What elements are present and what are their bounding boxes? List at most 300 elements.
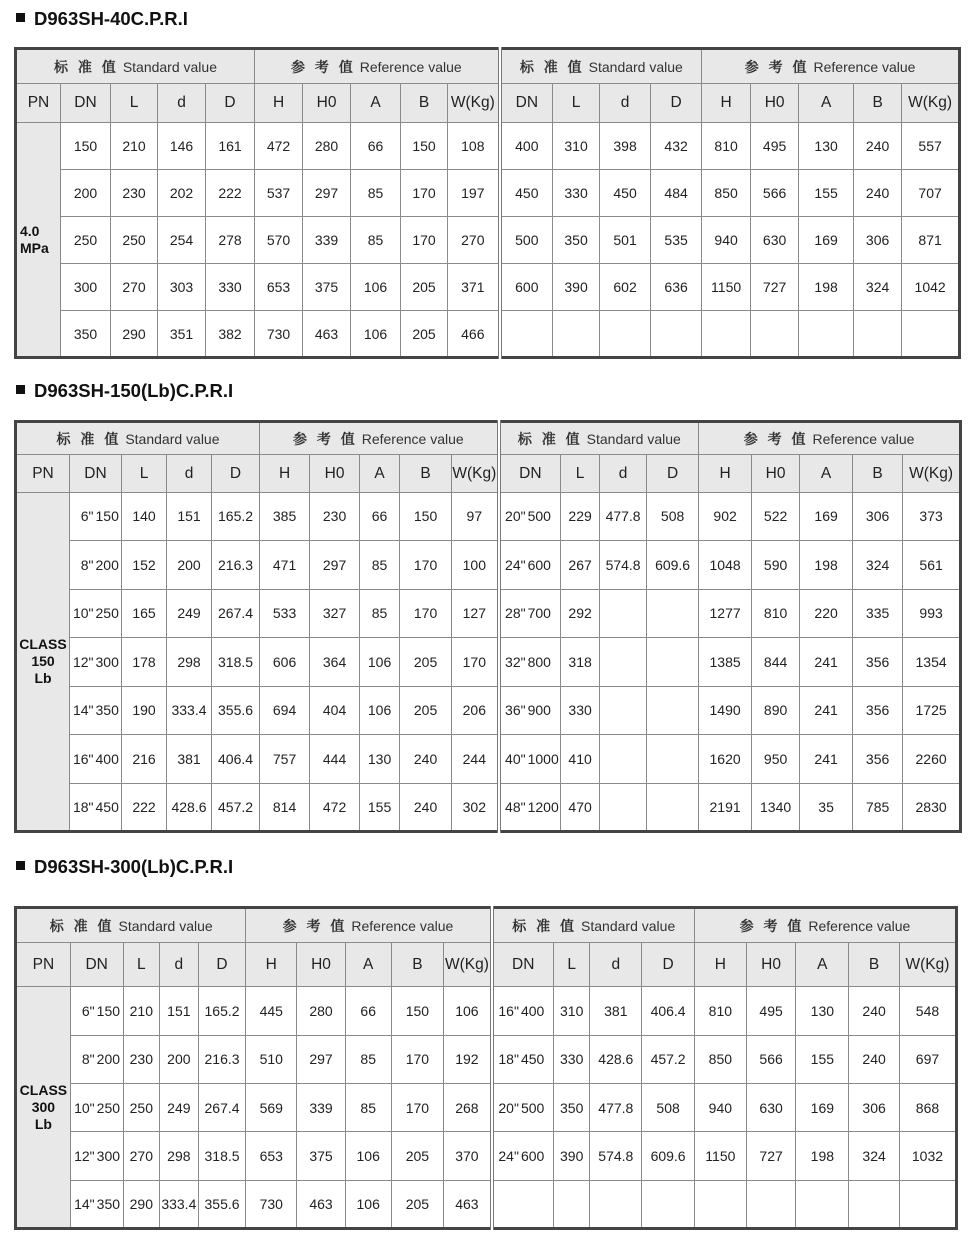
table-cell: 190 <box>122 686 167 734</box>
table-cell: 300 <box>96 1132 123 1180</box>
table-cell: 24" <box>499 541 527 589</box>
table-cell: 298 <box>160 1132 199 1180</box>
table-cell: 249 <box>160 1084 199 1132</box>
table-cell: 900 <box>527 686 561 734</box>
col-weight: W(Kg) <box>899 943 956 987</box>
col-h: H <box>255 84 303 123</box>
table-cell: 230 <box>123 1035 160 1083</box>
table-cell <box>899 1180 956 1228</box>
col-d-small: d <box>160 943 199 987</box>
table-cell: 310 <box>553 123 600 170</box>
table-cell: 355.6 <box>198 1180 246 1228</box>
table-cell: 364 <box>310 638 360 686</box>
table-cell: 165 <box>122 589 167 637</box>
table-cell: 6" <box>70 987 95 1035</box>
table-cell: 324 <box>849 1132 900 1180</box>
table-cell: 993 <box>903 589 961 637</box>
table-cell: 450 <box>600 170 651 217</box>
table-cell: 602 <box>600 264 651 311</box>
spec-table-40c <box>14 47 961 359</box>
table-cell: 202 <box>158 170 206 217</box>
table-cell: 950 <box>752 735 800 783</box>
table-cell: 810 <box>702 123 751 170</box>
table-cell: 85 <box>351 170 401 217</box>
table-cell: 1354 <box>903 638 961 686</box>
table-cell: 206 <box>452 686 499 734</box>
table-cell: 450 <box>520 1035 553 1083</box>
table-cell: 66 <box>360 492 400 540</box>
table-cell: 66 <box>351 123 401 170</box>
table-cell: 270 <box>111 264 158 311</box>
table-row <box>16 1035 957 1083</box>
table-cell: 472 <box>255 123 303 170</box>
table-row <box>16 264 960 311</box>
table-cell: 463 <box>303 311 351 358</box>
table-cell: 561 <box>903 541 961 589</box>
col-h0: H0 <box>746 943 796 987</box>
pn-value-line: MPa <box>20 239 49 256</box>
table-cell: 8" <box>70 1035 95 1083</box>
table-cell: 222 <box>206 170 255 217</box>
table-row <box>16 311 960 358</box>
table-cell: 850 <box>694 1035 746 1083</box>
section-title-3 <box>16 856 233 878</box>
table-cell: 350 <box>61 311 111 358</box>
table-cell <box>600 735 647 783</box>
table-cell: 241 <box>800 638 853 686</box>
table-cell: 130 <box>360 735 400 783</box>
pn-value-cell <box>16 123 61 358</box>
table-cell: 600 <box>520 1132 553 1180</box>
standard-value-header: 标 准 值 Standard value <box>16 49 255 84</box>
col-l: L <box>122 455 167 492</box>
table-cell: 192 <box>444 1035 492 1083</box>
table-cell: 844 <box>752 638 800 686</box>
table-cell: 700 <box>527 589 561 637</box>
col-weight: W(Kg) <box>902 84 960 123</box>
table-cell: 727 <box>746 1132 796 1180</box>
pn-value-line: 150 <box>31 652 55 669</box>
table-cell: 250 <box>111 217 158 264</box>
table-cell: 20" <box>492 1084 520 1132</box>
table-cell: 381 <box>590 987 642 1035</box>
table-cell: 108 <box>448 123 500 170</box>
table-cell: 28" <box>499 589 527 637</box>
table-cell: 630 <box>751 217 799 264</box>
table-cell: 130 <box>799 123 854 170</box>
table-cell: 205 <box>391 1132 444 1180</box>
table-cell: 330 <box>553 170 600 217</box>
table-cell: 200 <box>167 541 212 589</box>
table-cell: 694 <box>260 686 310 734</box>
table-cell: 16" <box>70 735 95 783</box>
table-cell: 810 <box>752 589 800 637</box>
col-d-large: D <box>642 943 695 987</box>
table-cell: 495 <box>751 123 799 170</box>
table-cell: 169 <box>800 492 853 540</box>
table-cell: 205 <box>401 264 448 311</box>
col-weight: W(Kg) <box>452 455 499 492</box>
col-b: B <box>391 943 444 987</box>
table-cell: 249 <box>167 589 212 637</box>
table-cell: 548 <box>899 987 956 1035</box>
table-cell: 40" <box>499 735 527 783</box>
table-cell: 267.4 <box>198 1084 246 1132</box>
table-cell: 333.4 <box>160 1180 199 1228</box>
standard-value-header: 标 准 值 Standard value <box>492 908 695 943</box>
table-cell: 495 <box>746 987 796 1035</box>
table-cell: 871 <box>902 217 960 264</box>
table-cell: 318.5 <box>212 638 260 686</box>
table-cell: 306 <box>849 1084 900 1132</box>
table-cell: 170 <box>391 1084 444 1132</box>
table-cell <box>600 783 647 832</box>
table-cell: 1340 <box>752 783 800 832</box>
table-cell: 1042 <box>902 264 960 311</box>
table-cell: 406.4 <box>212 735 260 783</box>
table-cell: 457.2 <box>642 1035 695 1083</box>
table-cell: 14" <box>70 686 95 734</box>
table-cell <box>647 783 699 832</box>
table-cell: 1032 <box>899 1132 956 1180</box>
col-weight: W(Kg) <box>903 455 961 492</box>
table-cell: 254 <box>158 217 206 264</box>
table-cell: 757 <box>260 735 310 783</box>
col-a: A <box>360 455 400 492</box>
col-d-large: D <box>198 943 246 987</box>
table-cell: 85 <box>345 1035 391 1083</box>
table-cell: 178 <box>122 638 167 686</box>
table-cell: 445 <box>246 987 297 1035</box>
table-cell: 210 <box>111 123 158 170</box>
table-cell: 200 <box>96 1035 123 1083</box>
standard-value-header: 标 准 值 Standard value <box>499 422 699 455</box>
table-cell: 1620 <box>699 735 752 783</box>
pn-value-line: 4.0 <box>20 222 40 239</box>
table-cell: 370 <box>444 1132 492 1180</box>
col-l: L <box>561 455 600 492</box>
table-cell: 14" <box>70 1180 95 1228</box>
table-row <box>16 735 961 783</box>
table-cell <box>902 311 960 358</box>
table-cell: 151 <box>167 492 212 540</box>
table-cell: 400 <box>500 123 553 170</box>
table-cell: 814 <box>260 783 310 832</box>
table-cell: 241 <box>800 686 853 734</box>
table-cell: 330 <box>206 264 255 311</box>
table-row <box>16 492 961 540</box>
col-d-small: d <box>600 84 651 123</box>
table-cell: 390 <box>553 264 600 311</box>
table-cell: 566 <box>746 1035 796 1083</box>
table-cell: 170 <box>400 589 452 637</box>
table-cell: 297 <box>297 1035 346 1083</box>
table-cell: 205 <box>400 686 452 734</box>
table-cell: 375 <box>303 264 351 311</box>
table-cell: 375 <box>297 1132 346 1180</box>
table-cell: 510 <box>246 1035 297 1083</box>
table-cell: 280 <box>297 987 346 1035</box>
table-cell: 216.3 <box>212 541 260 589</box>
table-cell: 574.8 <box>600 541 647 589</box>
table-cell <box>500 311 553 358</box>
table-cell: 444 <box>310 735 360 783</box>
table-cell <box>694 1180 746 1228</box>
standard-value-header: 标 准 值 Standard value <box>16 908 246 943</box>
table-cell: 220 <box>800 589 853 637</box>
table-cell: 463 <box>297 1180 346 1228</box>
table-cell: 298 <box>167 638 212 686</box>
table-cell: 292 <box>561 589 600 637</box>
table-cell: 85 <box>351 217 401 264</box>
table-cell: 146 <box>158 123 206 170</box>
table-cell: 240 <box>400 735 452 783</box>
table-cell <box>746 1180 796 1228</box>
table-cell: 290 <box>123 1180 160 1228</box>
table-cell: 165.2 <box>198 987 246 1035</box>
table-cell: 152 <box>122 541 167 589</box>
table-cell: 300 <box>95 638 122 686</box>
table-cell: 600 <box>500 264 553 311</box>
table-cell: 18" <box>492 1035 520 1083</box>
pn-value-line: 300 <box>31 1098 56 1115</box>
col-a: A <box>799 84 854 123</box>
table-cell: 267.4 <box>212 589 260 637</box>
table-cell: 150 <box>400 492 452 540</box>
table-row <box>16 1132 957 1180</box>
pn-value-line: Lb <box>34 1115 52 1132</box>
table-cell: 537 <box>255 170 303 217</box>
table-row <box>16 686 961 734</box>
col-h: H <box>694 943 746 987</box>
table-cell: 170 <box>391 1035 444 1083</box>
table-row <box>16 217 960 264</box>
col-weight: W(Kg) <box>444 943 492 987</box>
table-cell: 170 <box>452 638 499 686</box>
table-cell: 400 <box>95 735 122 783</box>
table-cell: 290 <box>111 311 158 358</box>
table-cell: 198 <box>799 264 854 311</box>
table-row <box>16 1180 957 1228</box>
standard-value-header: 标 准 值 Standard value <box>500 49 702 84</box>
square-bullet-icon <box>16 385 25 394</box>
table-cell: 216 <box>122 735 167 783</box>
table-cell: 24" <box>492 1132 520 1180</box>
table-cell: 333.4 <box>167 686 212 734</box>
table-cell: 508 <box>642 1084 695 1132</box>
table-cell: 85 <box>360 541 400 589</box>
col-a: A <box>345 943 391 987</box>
col-pn: PN <box>16 455 70 492</box>
col-dn: DN <box>500 84 553 123</box>
table-cell: 35 <box>800 783 853 832</box>
col-l: L <box>111 84 158 123</box>
col-pn: PN <box>16 84 61 123</box>
table-cell: 355.6 <box>212 686 260 734</box>
col-h: H <box>260 455 310 492</box>
table-cell: 1048 <box>699 541 752 589</box>
col-b: B <box>854 84 902 123</box>
standard-value-header: 标 准 值 Standard value <box>16 422 260 455</box>
table-cell: 303 <box>158 264 206 311</box>
table-cell: 267 <box>561 541 600 589</box>
table-cell: 477.8 <box>590 1084 642 1132</box>
table-cell: 297 <box>310 541 360 589</box>
table-cell <box>849 1180 900 1228</box>
table-cell: 785 <box>853 783 903 832</box>
table-cell: 522 <box>752 492 800 540</box>
table-cell: 106 <box>351 311 401 358</box>
table-cell: 150 <box>401 123 448 170</box>
col-dn: DN <box>70 455 122 492</box>
table-cell: 1385 <box>699 638 752 686</box>
table-cell: 12" <box>70 638 95 686</box>
col-d-small: d <box>158 84 206 123</box>
table-cell: 106 <box>345 1132 391 1180</box>
table-cell: 450 <box>95 783 122 832</box>
table-cell: 697 <box>899 1035 956 1083</box>
table-cell: 356 <box>853 686 903 734</box>
table-cell: 327 <box>310 589 360 637</box>
table-cell: 428.6 <box>167 783 212 832</box>
table-cell: 150 <box>96 987 123 1035</box>
table-cell: 250 <box>61 217 111 264</box>
table-cell: 161 <box>206 123 255 170</box>
col-d-large: D <box>647 455 699 492</box>
table-row <box>16 589 961 637</box>
table-cell: 106 <box>444 987 492 1035</box>
table-cell <box>600 638 647 686</box>
col-a: A <box>351 84 401 123</box>
table-cell <box>642 1180 695 1228</box>
col-dn: DN <box>70 943 123 987</box>
table-cell: 205 <box>401 311 448 358</box>
table-cell: 36" <box>499 686 527 734</box>
table-cell: 350 <box>553 1084 590 1132</box>
table-cell <box>702 311 751 358</box>
table-cell: 270 <box>123 1132 160 1180</box>
table-cell: 6" <box>70 492 95 540</box>
table-cell: 155 <box>799 170 854 217</box>
table-cell: 222 <box>122 783 167 832</box>
table-cell: 373 <box>903 492 961 540</box>
table-cell: 240 <box>849 1035 900 1083</box>
table-cell: 470 <box>561 783 600 832</box>
table-cell: 197 <box>448 170 500 217</box>
table-cell: 48" <box>499 783 527 832</box>
table-cell: 432 <box>651 123 702 170</box>
col-d-large: D <box>206 84 255 123</box>
table-cell: 810 <box>694 987 746 1035</box>
table-cell: 339 <box>297 1084 346 1132</box>
table-cell: 2260 <box>903 735 961 783</box>
table-cell: 198 <box>796 1132 849 1180</box>
table-cell: 165.2 <box>212 492 260 540</box>
table-cell: 169 <box>799 217 854 264</box>
table-cell: 229 <box>561 492 600 540</box>
table-cell: 330 <box>561 686 600 734</box>
col-weight: W(Kg) <box>448 84 500 123</box>
table-cell: 800 <box>527 638 561 686</box>
reference-value-header: 参 考 值 Reference value <box>246 908 492 943</box>
table-cell: 557 <box>902 123 960 170</box>
table-cell: 457.2 <box>212 783 260 832</box>
table-cell: 200 <box>160 1035 199 1083</box>
table-row <box>16 123 960 170</box>
table-cell: 205 <box>400 638 452 686</box>
table-cell: 268 <box>444 1084 492 1132</box>
col-b: B <box>400 455 452 492</box>
table-cell: 868 <box>899 1084 956 1132</box>
table-cell: 324 <box>854 264 902 311</box>
col-h: H <box>246 943 297 987</box>
table-cell: 240 <box>854 170 902 217</box>
table-cell: 140 <box>122 492 167 540</box>
col-d-small: d <box>590 943 642 987</box>
square-bullet-icon <box>16 861 25 870</box>
table-cell: 406.4 <box>642 987 695 1035</box>
table-cell <box>799 311 854 358</box>
table-cell: 297 <box>303 170 351 217</box>
table-cell <box>600 311 651 358</box>
table-cell: 230 <box>111 170 158 217</box>
table-cell: 12" <box>70 1132 95 1180</box>
table-cell <box>590 1180 642 1228</box>
table-cell: 280 <box>303 123 351 170</box>
table-cell: 200 <box>61 170 111 217</box>
table-cell: 240 <box>400 783 452 832</box>
table-cell: 155 <box>796 1035 849 1083</box>
table-cell: 106 <box>360 638 400 686</box>
table-cell <box>796 1180 849 1228</box>
table-cell: 653 <box>255 264 303 311</box>
table-cell: 106 <box>360 686 400 734</box>
table-row <box>16 783 961 832</box>
table-cell: 1725 <box>903 686 961 734</box>
table-cell <box>520 1180 553 1228</box>
table-cell: 351 <box>158 311 206 358</box>
pn-value-line: CLASS <box>19 1081 68 1098</box>
table-cell: 250 <box>96 1084 123 1132</box>
pn-value-line: CLASS <box>19 635 67 652</box>
table-cell <box>600 686 647 734</box>
table-cell: 472 <box>310 783 360 832</box>
col-h0: H0 <box>310 455 360 492</box>
table-cell <box>553 311 600 358</box>
table-cell: 566 <box>751 170 799 217</box>
table-cell: 471 <box>260 541 310 589</box>
table-cell: 151 <box>160 987 199 1035</box>
table-cell: 198 <box>800 541 853 589</box>
table-cell: 130 <box>796 987 849 1035</box>
table-cell: 200 <box>95 541 122 589</box>
reference-value-header: 参 考 值 Reference value <box>255 49 500 84</box>
table-cell: 410 <box>561 735 600 783</box>
col-dn: DN <box>499 455 561 492</box>
table-cell: 371 <box>448 264 500 311</box>
spec-table-150lb <box>14 420 962 833</box>
table-cell: 500 <box>520 1084 553 1132</box>
table-cell: 356 <box>853 735 903 783</box>
table-cell: 1150 <box>702 264 751 311</box>
table-cell <box>553 1180 590 1228</box>
table-cell: 106 <box>345 1180 391 1228</box>
table-cell: 850 <box>702 170 751 217</box>
table-cell: 940 <box>702 217 751 264</box>
square-bullet-icon <box>16 13 25 22</box>
table-row <box>16 638 961 686</box>
table-cell: 250 <box>123 1084 160 1132</box>
